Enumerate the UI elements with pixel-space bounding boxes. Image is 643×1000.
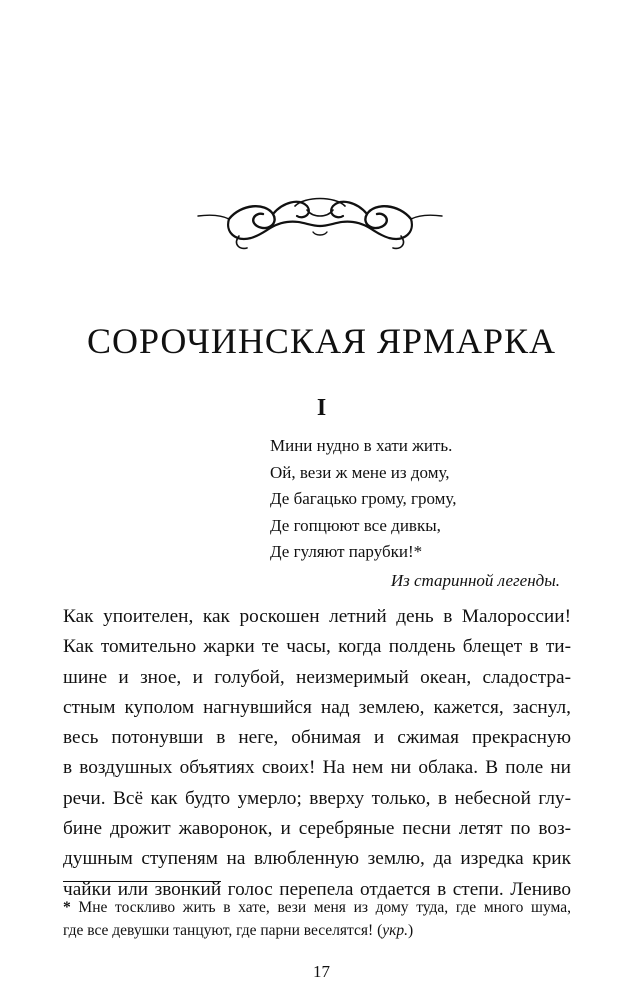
epigraph-line: Де гуляют парубки!* [270, 542, 423, 561]
body-line: стным куполом нагнувшийся над землею, кажется, заснул, [63, 696, 571, 718]
footnote-line [63, 896, 571, 919]
epigraph-line: Ой, вези ж мене из дому, [270, 462, 450, 482]
epigraph [270, 433, 560, 594]
page-number: 17 [313, 962, 330, 981]
body-line: Как томительно жарки те часы, когда полдень блещет в ти- [63, 636, 571, 658]
epigraph-source: Из старинной легенды. [390, 570, 560, 590]
footnote-line [63, 919, 571, 942]
footnote-language-note: укр. [382, 922, 408, 939]
epigraph-line: Де багацько грому, грому, [270, 489, 457, 508]
epigraph-line: Мини нудно в хати жить. [270, 436, 453, 455]
footnote-text: ) [408, 922, 414, 939]
body-line: весь потонувши в неге, обнимая и сжимая прекрасную [63, 727, 571, 749]
footnote-divider [63, 881, 221, 882]
body-line: душным ступеням на влюбленную землю, да изредка крик [63, 848, 571, 870]
body-line: бине дрожит жаворонок, и серебряные песни летят по воз- [63, 818, 571, 840]
body-line: чайки или звонкий голос перепела отдается в степи. Лениво [63, 878, 571, 900]
body-text [63, 602, 571, 905]
body-line: в воздушных объятиях своих! На нем ни облака. В поле ни [63, 757, 571, 779]
footnote-text: где все девушки танцуют, где парни веселятся! ( [63, 922, 383, 939]
footnote [63, 896, 571, 942]
chapter-title: СОРОЧИНСКАЯ ЯРМАРКА [86, 321, 557, 361]
body-line: речи. Всё как будто умерло; вверху только, в небесной глу- [63, 787, 571, 809]
footnote-text: Мне тоскливо жить в хате, вези меня из дому туда, где много шума, [78, 899, 571, 916]
epigraph-line: Де гопцюют все дивкы, [270, 515, 441, 535]
body-line: шине и зное, и голубой, неизмеримый океан, сладостра- [63, 666, 571, 688]
footnote-marker: * [63, 899, 71, 916]
body-line: Как упоителен, как роскошен летний день в Малороссии! [63, 606, 571, 627]
section-number: I [316, 395, 327, 421]
flourish-ornament-icon [195, 192, 445, 254]
